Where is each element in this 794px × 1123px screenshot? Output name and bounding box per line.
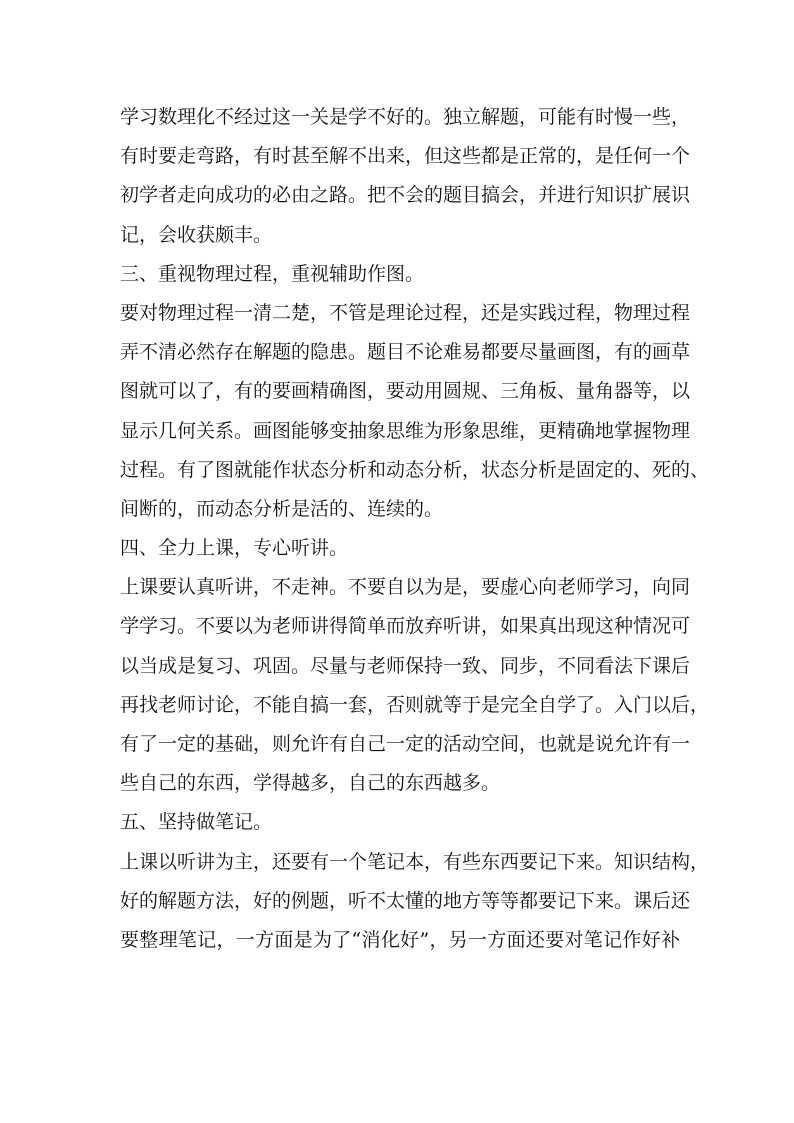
text-line: 要对物理过程一清二楚，不管是理论过程，还是实践过程，物理过程 bbox=[120, 301, 691, 324]
text-line: 上课要认真听讲，不走神。不要自以为是，要虚心向老师学习，向同 bbox=[120, 576, 691, 599]
text-line: 有时要走弯路，有时甚至解不出来，但这些都是正常的，是任何一个 bbox=[120, 145, 691, 168]
text-line: 图就可以了，有的要画精确图，要动用圆规、三角板、量角器等，以 bbox=[120, 380, 691, 403]
text-line: 好的解题方法，好的例题，听不太懂的地方等等都要记下来。课后还 bbox=[120, 889, 691, 912]
text-line: 初学者走向成功的必由之路。把不会的题目搞会，并进行知识扩展识 bbox=[120, 184, 691, 207]
text-line: 些自己的东西，学得越多，自己的东西越多。 bbox=[120, 772, 501, 795]
section-heading: 五、坚持做笔记。 bbox=[120, 811, 273, 834]
text-line: 再找老师讨论，不能自搞一套，否则就等于是完全自学了。入门以后， bbox=[120, 693, 710, 716]
text-line: 上课以听讲为主，还要有一个笔记本，有些东西要记下来。知识结构， bbox=[120, 850, 710, 873]
text-line: 学习数理化不经过这一关是学不好的。独立解题，可能有时慢一些， bbox=[120, 106, 691, 128]
text-line: 间断的，而动态分析是活的、连续的。 bbox=[120, 497, 444, 520]
section-heading: 三、重视物理过程，重视辅助作图。 bbox=[120, 262, 425, 285]
text-line: 以当成是复习、巩固。尽量与老师保持一致、同步，不同看法下课后 bbox=[120, 654, 691, 677]
text-line: 记，会收获颇丰。 bbox=[120, 223, 273, 246]
section-heading: 四、全力上课，专心听讲。 bbox=[120, 537, 349, 560]
document-body bbox=[120, 98, 710, 960]
text-line: 弄不清必然存在解题的隐患。题目不论难易都要尽量画图，有的画草 bbox=[120, 341, 691, 364]
text-line: 显示几何关系。画图能够变抽象思维为形象思维，更精确地掌握物理 bbox=[120, 419, 691, 442]
text-line: 学学习。不要以为老师讲得简单而放弃听讲，如果真出现这种情况可 bbox=[120, 615, 691, 638]
text-line: 要整理笔记，一方面是为了“消化好”，另一方面还要对笔记作好补 bbox=[120, 928, 680, 951]
text-line: 过程。有了图就能作状态分析和动态分析，状态分析是固定的、死的、 bbox=[120, 458, 710, 481]
text-line: 有了一定的基础，则允许有自己一定的活动空间，也就是说允许有一 bbox=[120, 733, 691, 755]
